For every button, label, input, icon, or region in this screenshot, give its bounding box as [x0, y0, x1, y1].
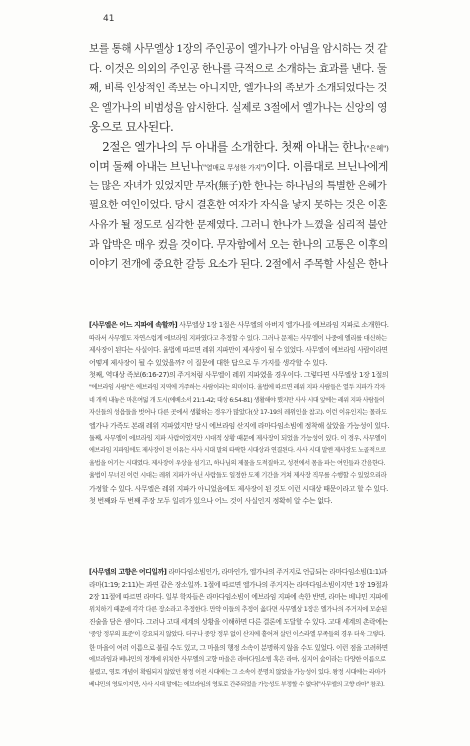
- body-line: 보를 통해 사무엘상 1장의 주인공이 엘가나가 아님을 암시하는 것 같: [89, 43, 388, 55]
- gloss-hannah: ("은혜"): [363, 143, 389, 153]
- note-line: 가정할 수 있다. 사무엘은 레위 지파가 아니었음에도 제사장이 된 것도 이런 시대상 때문이라고 할 수 있다.: [89, 484, 389, 493]
- body-line: 필요한 여인이었다. 당시 결혼한 여자가 자식을 낳지 못하는 것은 이혼: [89, 199, 387, 211]
- note-line: 2장 11절에 따르면 라마다. 일부 학자들은 라마다임소빔이 에브라임 지파에 속한 반면, 라마는 베냐민 지파에: [89, 593, 388, 602]
- note-line: '중앙 정부의 표준'이 강요되지 않았다. 더구나 중앙 정부 없이 산지에 흩어져 살던 이스라엘 부족들의 경우 더욱 그렇다.: [89, 630, 386, 638]
- note-line: 에브라임 지파임에도 제사장이 된 이유는 사사 시대 말의 타락한 시대상과 연결된다. 사사 시대 말엔 제사장도 노골적으로: [89, 446, 386, 454]
- note-heading: [사무엘은 어느 지파에 속할까]: [89, 321, 178, 329]
- body-line: 은 엘가나의 비범성을 암시한다. 실제로 3절에서 엘가나는 신앙의 영: [89, 101, 388, 114]
- body-line: 웅으로 묘사된다.: [89, 120, 174, 134]
- body-line: 다. 이것은 의외의 주인공 한나를 극적으로 소개하는 효과를 낸다. 둘: [89, 62, 387, 75]
- body-text: [89, 40, 389, 274]
- note-line: 율법이 무너진 이런 시대는 레위 지파가 아닌 사람들도 일정한 도제 기간을 거쳐 제사장 직무를 수행할 수 있었으리라: [89, 472, 387, 480]
- note-line: 첫째, 역대상 족보(6:16-27)의 주거처럼 사무엘이 레위 지파였을 경우이다. 그렇다면 사무엘상 1장 1절의: [89, 371, 389, 380]
- note-line: 제사장이 된다는 사실이다. 율법에 따르면 레위 지파만이 제사장이 될 수 있었다. 사무엘이 에브라임 사람이라면: [89, 346, 388, 355]
- note-line: 위치하기 때문에 각각 다른 장소라고 추정한다. 만약 이들의 추정이 옳다면 사무엘상 1장은 엘가나의 주거지에 모순된: [89, 605, 387, 613]
- note-line: 자신들의 성읍들을 벗어나 다른 곳에서 생활하는 경우가 많았다(삿 17-19의 레위인을 참고). 이런 이유인지는 몰라도: [89, 409, 387, 417]
- note-line: [사무엘은 어느 지파에 속할까] 사무엘상 1장 1절은 사무엘의 아버지 엘가나를 에브라임 지파로 소개한다.: [89, 321, 389, 329]
- note-line: 엘가나 가족도 본래 레위 지파였지만 당시 에브라임 산지에 라마다임소빔에 정착해 살았을 가능성이 있다.: [89, 421, 390, 430]
- body-line: 사유가 될 정도로 심각한 문제였다. 그러니 한나가 느꼈을 심리적 불안: [89, 218, 387, 231]
- note-heading: [사무엘의 고향은 어디일까]: [89, 568, 167, 576]
- note-line: "에브라임 사람"은 에브라임 지역에 거주하는 사람이라는 의미이다. 율법에 따르면 레위 지파 사람들은 열두 지파가 각자: [89, 383, 386, 391]
- body-line: 째, 비록 인상적인 족보는 아니지만, 엘가나의 족보가 소개되었다는 것: [89, 82, 387, 94]
- note-line: 진술을 담은 셈이다. 그러나 고대 세계의 상황을 이해하면 다른 결론에 도달할 수 있다. 고대 세계의 촌락에는: [89, 618, 388, 627]
- body-line: 이며 둘째 아내는 브닌나("열매로 무성한 가지")이다. 이름대로 브닌나에게: [89, 160, 388, 173]
- note-line: 율법을 어기는 시대였다. 제사장이 우상을 섬기고, 하나님의 제물을 도적질하고, 성전에서 몸을 파는 여인들과 간음한다.: [89, 459, 385, 467]
- gloss-peninnah: ("열매로 무성한 가지"): [200, 164, 267, 172]
- note-line: 어떻게 제사장이 될 수 있었을까? 이 질문에 대한 답으로 두 가지를 생각할 수 있다.: [89, 357, 328, 367]
- note-line: 라마(1:19; 2:11)는 과연 같은 장소일까. 1절에 따르면 엘가나의 주거지는 라마다임소빔이지만 1장 19절과: [89, 580, 388, 589]
- note-line: 에브라임과 베냐민의 경계에 위치한 사무엘의 고향 마을은 라마다임소빔 혹은 라마, 심지어 숩이라는 다양한 이름으로: [89, 656, 386, 664]
- note-line: 한 마을이 여러 이름으로 불릴 수도 있고, 그 마을의 행정 소속이 분명하지 않을 수도 있었다. 이런 점을 고려하면: [89, 643, 388, 652]
- sidebar-note-samuel-tribe: [89, 319, 389, 508]
- note-line: 베냐민의 영토이지만, 사사 시대 말에는 에브라임의 영토로 간주되었을 가능성도 부정할 수 없다("사무엘의 고향 라마" 참조).: [89, 682, 385, 689]
- note-line: 따라서 사무엘도 자연스럽게 에브라임 지파였다고 추정할 수 있다. 그러나 문제는 사무엘이 나중에 엘리를 대신하는: [89, 333, 388, 342]
- note-line: 둘째, 사무엘이 에브라임 지파 사람이었지만 시대적 상황 때문에 제사장이 되었을 가능성이 있다. 이 경우, 사무엘이: [89, 434, 387, 443]
- body-line: 2절은 엘가나의 두 아내를 소개한다. 첫째 아내는 한나("은혜"): [89, 139, 389, 154]
- note-line: 네 개씩 내놓은 마흔여덟 개 도시(에베소서 21:1-42; 대상 6:54-81) 생활해야 했지만 사사 시대 앞에는 레위 지파 사람들이: [89, 396, 385, 404]
- note-line: 불렸고, 영토 개념이 확립되지 않았던 왕정 이전 시대에는 그 소속이 분명치 않았을 가능성이 있다. 왕정 시대에는 라마가: [89, 668, 386, 676]
- note-line: [사무엘의 고향은 어디일까] 라마다임소빔인가, 라마인가, 엘가나의 주거지로 언급되는 라마다임소빔(1:1)과: [89, 568, 388, 576]
- body-line: 는 많은 자녀가 있었지만 무자(無子)한 한나는 하나님의 특별한 은혜가: [89, 179, 387, 192]
- page-number: 41: [103, 14, 115, 24]
- body-line: 과 압박은 매우 컸을 것이다. 무자함에서 오는 한나의 고통은 이후의: [89, 238, 388, 251]
- body-line: 이야기 전개에 중요한 갈등 요소가 된다. 2절에서 주목할 사실은 한나: [89, 257, 388, 270]
- note-line: 첫 번째와 두 번째 주장 모두 일리가 있으나 어느 것이 사실인지 정확히 알 수는 없다.: [89, 496, 333, 506]
- sidebar-note-samuel-hometown: [89, 566, 389, 692]
